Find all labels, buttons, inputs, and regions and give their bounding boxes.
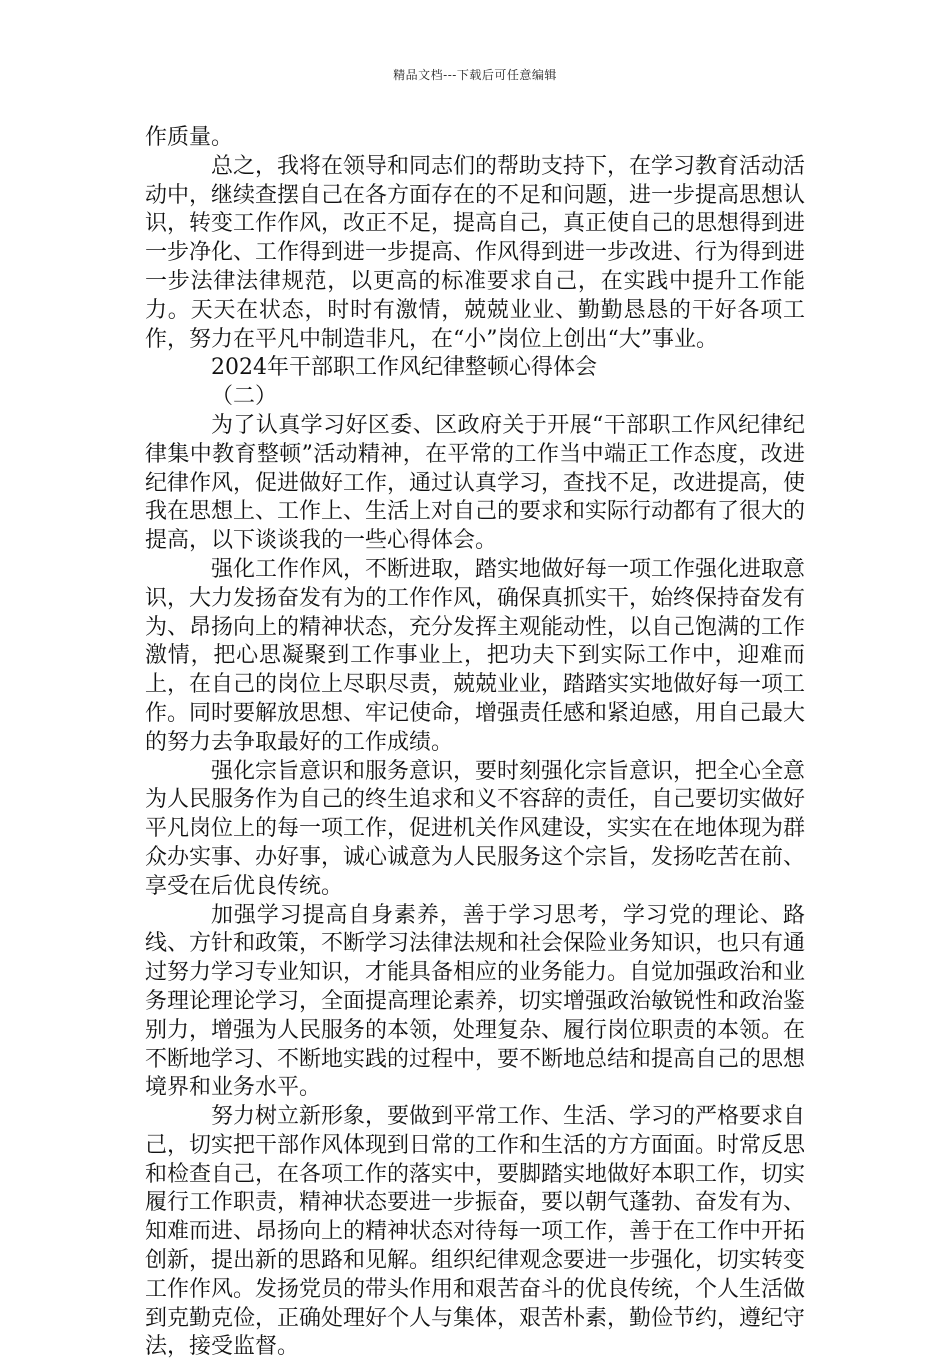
paragraph-summary: 总之，我将在领导和同志们的帮助支持下，在学习教育活动活动中，继续查摆自己在各方面存在的不足和问题，进一步提高思想认识，转变工作作风，改正不足，提高自己，真正使自己的思想得到进一步净化、工作得到进一步提高、作风得到进一步改进、行为得到进一步法律法律规范，以更高的标准要求自己，在实践中提升工作能力。天天在状态，时时有激情，兢兢业业、勤勤恳恳的干好各项工作，努力在平凡中制造非凡，在“小”岗位上创出“大”事业。: [145, 153, 806, 352]
paragraph-new-image: 努力树立新形象，要做到平常工作、生活、学习的严格要求自己，切实把干部作风体现到日常的工作和生活的方方面面。时常反思和检查自己，在各项工作的落实中，要脚踏实地做好本职工作，切实履行工作职责，精神状态要进一步振奋，要以朝气蓬勃、奋发有为、知难而进、昂扬向上的精神状态对待每一项工作，善于在工作中开拓创新，提出新的思路和见解。组织纪律观念要进一步强化，切实转变工作作风。发扬党员的带头作用和艰苦奋斗的优良传统，个人生活做到克勤克俭，正确处理好个人与集体，艰苦朴素，勤俭节约，遵纪守法，接受监督。: [145, 1104, 806, 1360]
paragraph-continuation: 作质量。: [145, 125, 234, 150]
paragraph-study: 加强学习提高自身素养，善于学习思考，学习党的理论、路线、方针和政策，不断学习法律法规和社会保险业务知识，也只有通过努力学习专业知识，才能具备相应的业务能力。自觉加强政治和业务理论理论学习，全面提高理论素养，切实增强政治敏锐性和政治鉴别力，增强为人民服务的本领，处理复杂、履行岗位职责的本领。在不断地学习、不断地实践的过程中，要不断地总结和提高自己的思想境界和业务水平。: [145, 902, 806, 1101]
paragraph-intro: 为了认真学习好区委、区政府关于开展“干部职工作风纪律纪律集中教育整顿”活动精神，在平常的工作当中端正工作态度，改进纪律作风，促进做好工作，通过认真学习，查找不足，改进提高，使我在思想上、工作上、生活上对自己的要求和实际行动都有了很大的提高，以下谈谈我的一些心得体会。: [145, 412, 806, 554]
section-subtitle: （二）: [211, 384, 278, 410]
section-title: 2024年干部职工作风纪律整顿心得体会: [211, 355, 597, 381]
paragraph-service-awareness: 强化宗旨意识和服务意识，要时刻强化宗旨意识，把全心全意为人民服务作为自己的终生追求和义不容辞的责任，自己要切实做好平凡岗位上的每一项工作，促进机关作风建设，实实在在地体现为群众办实事、办好事，诚心诚意为人民服务这个宗旨，发扬吃苦在前、享受在后优良传统。: [145, 758, 806, 899]
paragraph-work-style: 强化工作作风，不断进取，踏实地做好每一项工作强化进取意识，大力发扬奋发有为的工作作风，确保真抓实干，始终保持奋发有为、昂扬向上的精神状态，充分发挥主观能动性，以自己饱满的工作激情，把心思凝聚到工作事业上，把功夫下到实际工作中，迎难而上，在自己的岗位上尽职尽责，兢兢业业，踏踏实实地做好每一项工作。同时要解放思想、牢记使命，增强责任感和紧迫感，用自己最大的努力去争取最好的工作成绩。: [145, 556, 806, 755]
document-body: [145, 124, 805, 1362]
page-header: 精品文档---下载后可任意编辑: [393, 68, 557, 82]
